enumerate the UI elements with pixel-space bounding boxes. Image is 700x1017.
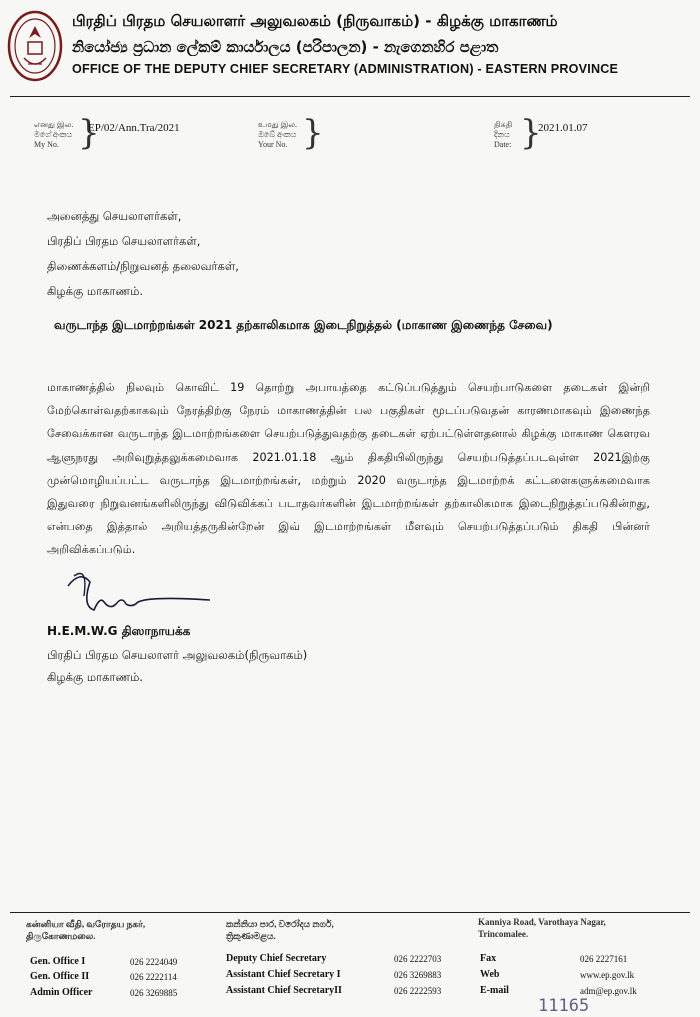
date-label: திகதி දිනය Date: } <box>494 113 542 153</box>
footer-address-english: Kanniya Road, Varothaya Nagar, Trincomalee. <box>478 917 606 939</box>
addressee-line: பிரதிப் பிரதம செயலாளர்கள், <box>47 234 201 248</box>
secretary-label: Deputy Chief Secretary <box>226 953 327 964</box>
contact-value: 026 2227161 <box>580 954 628 964</box>
footer-address-sinhala: කන්නියා පාර, වරෝදය නගර්, ත්‍රිකුණාමළය. <box>226 919 334 941</box>
header-divider <box>10 96 690 97</box>
my-no-label: எனது இல. මගේ අංකය My No. } <box>34 113 100 153</box>
office-label: Admin Officer <box>30 987 93 998</box>
contact-label: E-mail <box>480 985 509 996</box>
letter-subject: வருடாந்த இடமாற்றங்கள் 2021 தற்காலிகமாக இடைநிறுத்தல் (மாகாண இணைந்த சேவை) <box>54 318 553 332</box>
secretary-number: 026 2222593 <box>394 986 442 996</box>
office-number: 026 2222114 <box>130 972 177 982</box>
letter-footer <box>0 912 700 1017</box>
contact-value: adm@ep.gov.lk <box>580 986 637 996</box>
your-no-label: உமது இல. ඔබේ අංකය Your No. } <box>258 113 324 153</box>
office-label: Gen. Office II <box>30 971 90 982</box>
signatory-name: H.E.M.W.G திஸாநாயக்க <box>47 624 191 638</box>
secretary-number: 026 3269883 <box>394 970 442 980</box>
my-no-value: EP/02/Ann.Tra/2021 <box>88 122 180 134</box>
provincial-emblem-icon <box>6 8 64 86</box>
secretary-label: Assistant Chief SecretaryII <box>226 985 342 996</box>
header-english: OFFICE OF THE DEPUTY CHIEF SECRETARY (ADMINISTRATION) - EASTERN PROVINCE <box>72 62 619 76</box>
date-value: 2021.01.07 <box>538 122 588 134</box>
handwritten-signature-icon <box>60 566 220 626</box>
header-tamil: பிரதிப் பிரதம செயலாளர் அலுவலகம் (நிருவாகம்) - கிழக்கு மாகாணம் <box>72 12 558 30</box>
addressee-line: அனைத்து செயலாளர்கள், <box>47 209 182 223</box>
secretary-number: 026 2222703 <box>394 954 442 964</box>
office-number: 026 2224049 <box>130 957 178 967</box>
addressee-line: கிழக்கு மாகாணம். <box>47 284 144 298</box>
signatory-title: பிரதிப் பிரதம செயலாளர் அலுவலகம்(நிருவாகம்) <box>47 648 308 662</box>
signatory-province: கிழக்கு மாகாணம். <box>47 670 144 684</box>
letterhead <box>72 8 694 76</box>
footer-address-tamil: கன்னியா வீதி, வரோதய நகர், திருகோணமலை. <box>26 919 146 941</box>
contact-value: www.ep.gov.lk <box>580 970 635 980</box>
header-sinhala: නියෝජ්‍ය ප්‍රධාන ලේකම් කාර්යාලය (පරිපාලන) - නැගෙනහිර පළාත <box>72 38 499 56</box>
contact-label: Web <box>480 969 500 980</box>
letter-body: மாகாணத்தில் நிலவும் கொவிட் 19 தொற்று அபாயத்தை கட்டுப்படுத்தும் செயற்பாடுகளை தடைகள் இன்றி மேற்கொள்வதற்காகவும் நேரத்திற்கு நேரம் மாகாணத்தின் பல பகுதிகள் மூடப்படுவதன் காரணமாகவும் இணைந்த சேவைக்கான வருடாந்த இடமாற்றங்களை செயற்படுத்துவதற்கு தடைகள் ஏற்பட்டுள்ளதனால் கிழக்கு மாகாண கௌரவ ஆளுநரது அறிவுறுத்தலுக்கமைவாக 2021.01.18 ஆம் திகதியிலிருந்து செயற்படுத்தப்படவுள்ள 2021இற்கு முன்மொழியப்பட்ட வருடாந்த இடமாற்றங்கள், மற்றும் 2020 வருடாந்த இடமாற்றக் கட்டளைகளுக்கமைவாக இதுவரை நிறுவனங்களிலிருந்து விடுவிக்கப் படாதவர்களின் இடமாற்றங்கள் தற்காலிகமாக இடைநிறுத்தப்படுகின்றது, என்பதை இத்தால் அறியத்தருகின்றேன் இவ் இடமாற்றங்கள் மீளவும் செயற்படுத்தப்படும் திகதி பின்னர் அறிவிக்கப்படும். <box>47 381 650 557</box>
stamp-number: 11165 <box>538 996 590 1016</box>
secretary-label: Assistant Chief Secretary I <box>226 969 341 980</box>
contact-label: Fax <box>480 953 497 964</box>
office-number: 026 3269885 <box>130 988 178 998</box>
addressee-block <box>47 204 239 304</box>
office-label: Gen. Office I <box>30 956 86 967</box>
addressee-line: திணைக்களம்/நிறுவனத் தலைவர்கள், <box>47 259 239 273</box>
